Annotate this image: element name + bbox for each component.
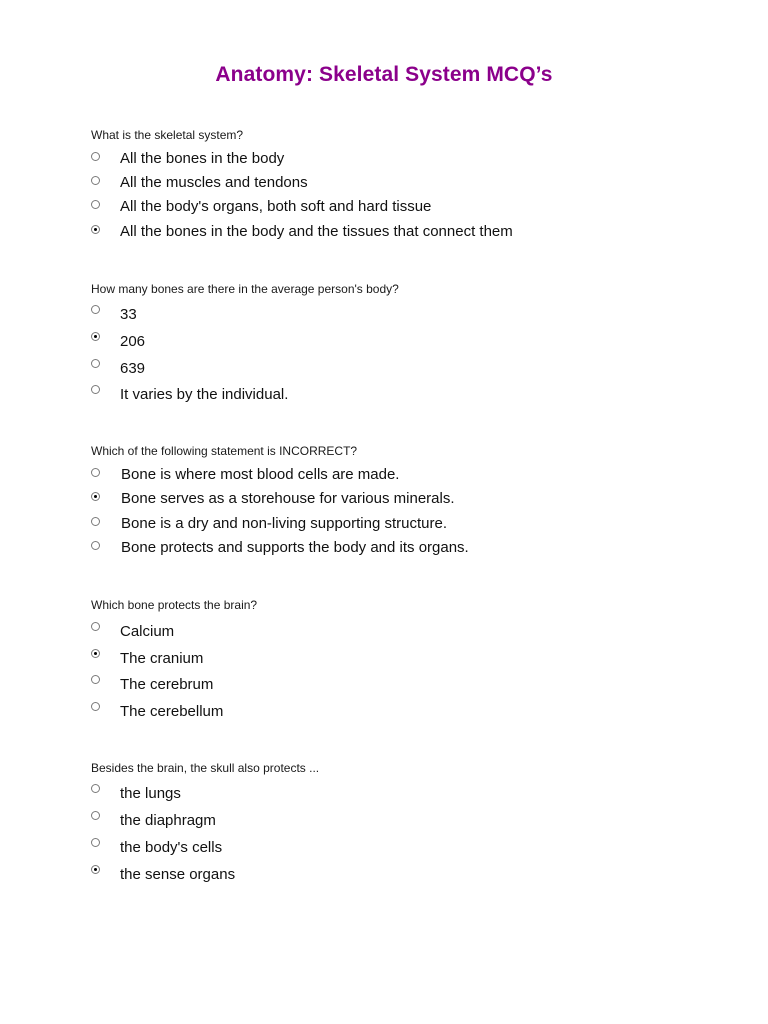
question-5-text: Besides the brain, the skull also protects ... [91,761,320,775]
option-label: Bone serves as a storehouse for various minerals. [121,490,455,507]
question-1-option-4[interactable] [91,223,513,245]
radio-button-icon[interactable] [91,176,100,185]
radio-button-icon[interactable] [91,359,100,368]
radio-button-icon[interactable] [91,152,100,161]
option-label: All the bones in the body and the tissues that connect them [120,223,513,240]
radio-button-icon[interactable] [91,541,100,550]
question-2-option-2[interactable] [91,330,146,352]
radio-button-icon[interactable] [91,517,100,526]
option-label: Bone is a dry and non-living supporting structure. [121,515,448,532]
question-3-option-1[interactable] [91,466,400,488]
radio-button-icon[interactable] [91,200,100,209]
question-4-option-4[interactable] [91,700,224,722]
radio-button-icon[interactable] [91,225,100,234]
question-4-option-3[interactable] [91,673,214,695]
question-2-option-3[interactable] [91,357,146,379]
radio-button-icon[interactable] [91,675,100,684]
option-label: Bone protects and supports the body and its organs. [121,539,469,556]
question-5-option-1[interactable] [91,782,181,804]
question-5-option-4[interactable] [91,863,236,885]
radio-button-icon[interactable] [91,649,100,658]
option-label: All the muscles and tendons [120,174,308,191]
question-5-option-3[interactable] [91,836,223,858]
option-label: The cerebellum [120,703,224,720]
radio-button-icon[interactable] [91,332,100,341]
option-label: the body's cells [120,839,223,856]
option-label: 206 [120,333,146,350]
question-3-text: Which of the following statement is INCORRECT? [91,444,358,458]
question-4-text: Which bone protects the brain? [91,598,258,612]
option-label: 639 [120,360,146,377]
radio-button-icon[interactable] [91,622,100,631]
radio-button-icon[interactable] [91,702,100,711]
radio-button-icon[interactable] [91,468,100,477]
option-label: the sense organs [120,866,236,883]
radio-button-icon[interactable] [91,838,100,847]
question-5-option-2[interactable] [91,809,216,831]
question-1-option-3[interactable] [91,198,432,220]
option-label: Bone is where most blood cells are made. [121,466,400,483]
option-label: the lungs [120,785,181,802]
question-3-option-2[interactable] [91,490,455,512]
question-2-option-1[interactable] [91,303,137,325]
radio-button-icon[interactable] [91,865,100,874]
question-1-option-1[interactable] [91,150,285,172]
option-label: The cerebrum [120,676,214,693]
option-label: It varies by the individual. [120,386,289,403]
radio-button-icon[interactable] [91,784,100,793]
radio-button-icon[interactable] [91,305,100,314]
option-label: 33 [120,306,137,323]
question-2-text: How many bones are there in the average person's body? [91,282,399,296]
question-3-option-3[interactable] [91,515,448,537]
option-label: the diaphragm [120,812,216,829]
question-3-option-4[interactable] [91,539,469,561]
option-label: All the bones in the body [120,150,285,167]
page-title: Anatomy: Skeletal System MCQ’s [215,63,553,86]
question-4-option-1[interactable] [91,620,175,642]
option-label: Calcium [120,623,175,640]
option-label: All the body's organs, both soft and hard tissue [120,198,432,215]
question-2-option-4[interactable] [91,383,289,405]
question-4-option-2[interactable] [91,647,204,669]
question-1-text: What is the skeletal system? [91,128,244,142]
option-label: The cranium [120,650,204,667]
radio-button-icon[interactable] [91,492,100,501]
radio-button-icon[interactable] [91,385,100,394]
question-1-option-2[interactable] [91,174,308,196]
radio-button-icon[interactable] [91,811,100,820]
